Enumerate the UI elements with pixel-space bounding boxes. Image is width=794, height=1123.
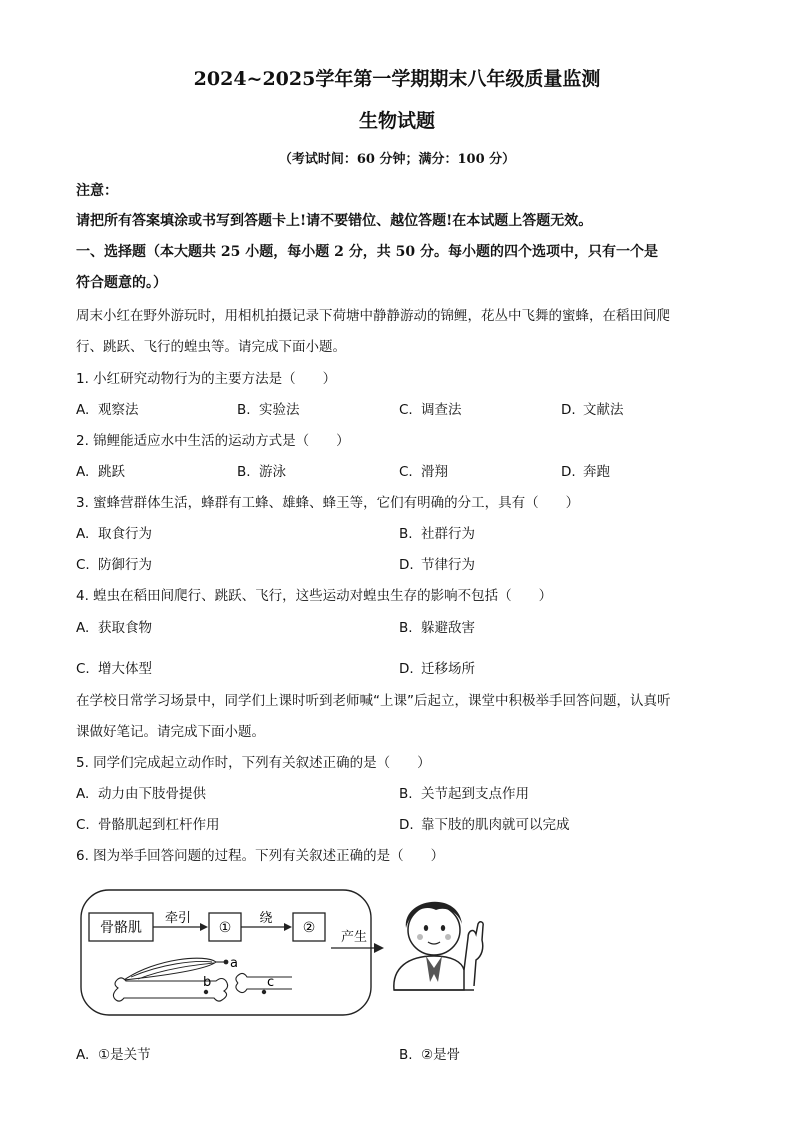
arrow-pull-label: 牵引 — [164, 911, 192, 926]
student-raising-hand-illustration — [388, 890, 488, 998]
eye — [441, 925, 445, 931]
cheek — [445, 934, 451, 940]
option-text: 节律行为 — [421, 557, 475, 573]
q6-option-b — [399, 1043, 460, 1063]
option-key: C. — [76, 557, 90, 573]
option-key: A. — [76, 464, 90, 480]
option-text: 滑翔 — [421, 464, 448, 480]
option-text: 观察法 — [98, 402, 139, 418]
option-text: 躲避敌害 — [421, 620, 475, 636]
question-3-stem: 3. 蜜蜂营群体生活，蜂群有工蜂、雄蜂、蜂王等，它们有明确的分工，具有（ ） — [76, 495, 580, 511]
option-text: 跳跃 — [98, 464, 125, 480]
q5-option-d — [399, 813, 570, 833]
point-b-marker — [204, 990, 208, 994]
option-key: D. — [399, 557, 414, 573]
arrow-around-head — [284, 923, 292, 931]
q3-option-b — [399, 522, 475, 542]
subject-title: 生物试题 — [358, 110, 435, 132]
option-text: 获取食物 — [98, 620, 152, 636]
option-key: D. — [561, 464, 576, 480]
option-key: A. — [76, 526, 90, 542]
option-text: 迁移场所 — [421, 661, 475, 677]
option-text: 奔跑 — [583, 464, 610, 480]
q3-option-c — [76, 553, 152, 573]
point-c-marker — [262, 990, 266, 994]
option-text: ①是关节 — [98, 1047, 151, 1063]
option-key: A. — [76, 786, 90, 802]
q5-option-a — [76, 782, 206, 802]
question-4-stem: 4. 蝗虫在稻田间爬行、跳跃、飞行，这些运动对蝗虫生存的影响不包括（ ） — [76, 588, 553, 604]
option-text: 增大体型 — [98, 661, 152, 677]
option-text: 骨骼肌起到杠杆作用 — [98, 817, 220, 833]
q4-option-a — [76, 616, 152, 636]
option-key: B. — [399, 786, 413, 802]
option-text: 文献法 — [583, 402, 624, 418]
passage2-line2: 课做好笔记。请完成下面小题。 — [76, 724, 265, 740]
eye — [424, 925, 428, 931]
option-text: 取食行为 — [98, 526, 152, 542]
box-2-label: ② — [302, 920, 316, 936]
exam-info: （考试时间：60 分钟；满分：100 分） — [278, 152, 516, 167]
arrow-produce-label: 产生 — [340, 930, 368, 945]
section-heading-line2: 符合题意的。） — [76, 275, 167, 291]
raised-hand — [464, 922, 483, 986]
option-key: D. — [561, 402, 576, 418]
option-key: C. — [76, 817, 90, 833]
q2-option-d — [561, 460, 610, 480]
notice-label: 注意： — [76, 183, 118, 199]
option-key: B. — [237, 402, 251, 418]
option-key: B. — [399, 1047, 413, 1063]
q2-option-c — [399, 460, 448, 480]
option-key: B. — [237, 464, 251, 480]
option-key: A. — [76, 402, 90, 418]
option-key: D. — [399, 817, 414, 833]
q5-option-b — [399, 782, 529, 802]
q1-option-c — [399, 398, 462, 418]
q3-option-d — [399, 553, 475, 573]
mouth — [428, 942, 440, 944]
arrow-produce-head — [374, 943, 384, 953]
lower-bone — [236, 973, 292, 992]
scarf — [426, 956, 442, 982]
option-text: ②是骨 — [421, 1047, 461, 1063]
q1-option-a — [76, 398, 139, 418]
option-text: 防御行为 — [98, 557, 152, 573]
section-heading-line1: 一、选择题（本大题共 25 小题，每小题 2 分，共 50 分。每小题的四个选项中，只有一个是 — [76, 244, 658, 260]
option-text: 动力由下肢骨提供 — [98, 786, 206, 802]
label-a: a — [230, 956, 238, 971]
arrow-around-label: 绕 — [259, 911, 273, 926]
q1-option-d — [561, 398, 624, 418]
option-key: A. — [76, 620, 90, 636]
cheek — [417, 934, 423, 940]
exam-title: 2024~2025学年第一学期期末八年级质量监测 — [193, 68, 601, 90]
option-key: C. — [76, 661, 90, 677]
passage1-line1: 周末小红在野外游玩时，用相机拍摄记录下荷塘中静静游动的锦鲤，花丛中飞舞的蜜蜂，在稻田间爬 — [76, 308, 670, 324]
q3-option-a — [76, 522, 152, 542]
q1-option-b — [237, 398, 300, 418]
q2-option-a — [76, 460, 125, 480]
question-2-stem: 2. 锦鲤能适应水中生活的运动方式是（ ） — [76, 433, 350, 449]
arrow-pull-head — [200, 923, 208, 931]
option-key: C. — [399, 402, 413, 418]
passage1-line2: 行、跳跃、飞行的蝗虫等。请完成下面小题。 — [76, 339, 346, 355]
option-text: 靠下肢的肌肉就可以完成 — [421, 817, 570, 833]
box-1-label: ① — [218, 920, 232, 936]
option-key: B. — [399, 620, 413, 636]
q2-option-b — [237, 460, 286, 480]
q4-option-d — [399, 657, 475, 677]
question-5-stem: 5. 同学们完成起立动作时，下列有关叙述正确的是（ ） — [76, 755, 431, 771]
label-c: c — [267, 975, 275, 990]
question-6-stem: 6. 图为举手回答问题的过程。下列有关叙述正确的是（ ） — [76, 848, 445, 864]
question-1-stem: 1. 小红研究动物行为的主要方法是（ ） — [76, 371, 337, 387]
q4-option-b — [399, 616, 475, 636]
muscle-box-label: 骨骼肌 — [100, 920, 142, 936]
option-key: A. — [76, 1047, 90, 1063]
option-key: D. — [399, 661, 414, 677]
option-text: 调查法 — [421, 402, 462, 418]
option-text: 社群行为 — [421, 526, 475, 542]
q5-option-c — [76, 813, 220, 833]
option-key: C. — [399, 464, 413, 480]
label-b: b — [203, 975, 212, 990]
passage2-line1: 在学校日常学习场景中，同学们上课时听到老师喊“上课”后起立，课堂中积极举手回答问题，认真听 — [76, 693, 671, 709]
option-text: 实验法 — [259, 402, 300, 418]
option-key: B. — [399, 526, 413, 542]
notice-text: 请把所有答案填涂或书写到答题卡上!请不要错位、越位答题!在本试题上答题无效。 — [76, 213, 593, 229]
q6-option-a — [76, 1043, 151, 1063]
option-text: 关节起到支点作用 — [421, 786, 529, 802]
option-text: 游泳 — [259, 464, 286, 480]
q4-option-c — [76, 657, 152, 677]
point-a-marker — [224, 960, 229, 965]
head — [408, 905, 460, 955]
